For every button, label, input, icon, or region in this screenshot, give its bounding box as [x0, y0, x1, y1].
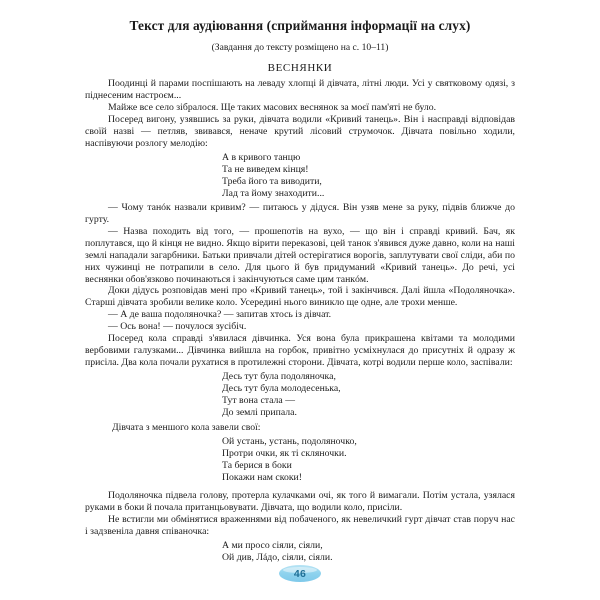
paragraph-4: — Чому танóк назвали кривим? — питаюсь у дідуся. Він узяв мене за руку, підвів ближче до гурту. — [85, 202, 515, 225]
page-number-footer — [0, 565, 600, 582]
verse-line: Тут вона стала — — [222, 394, 295, 406]
verse-line: Та не виведем кінця! — [222, 163, 309, 175]
section-title: ВЕСНЯНКИ — [267, 62, 333, 75]
page-number-badge — [279, 565, 321, 582]
page-subtitle: (Завдання до тексту розміщено на с. 10–11) — [211, 41, 389, 53]
verse-block-1 — [85, 152, 515, 200]
verse-line: До землі припала. — [222, 407, 297, 419]
lead-in-line: Дівчата з меншого кола завели свої: — [112, 422, 261, 434]
paragraph-1: Поодинці й парами поспішають на леваду хлопці й дівчата, літні люди. Усі у святковому одязі, з піднесеним настроєм... — [85, 78, 515, 102]
paragraph-11: Не встигли ми обмінятися враженнями від побаченого, як невеличкий гурт дівчат став поруч нас і задзвеніла давня співаночка: — [85, 514, 515, 538]
verse-line: Покажи нам скоки! — [222, 472, 303, 484]
paragraph-2: Майже все село зібралося. Ще таких масових веснянок за моєї пам'яті не було. — [108, 102, 437, 114]
verse-line: А ми просо сіяли, сіяли, — [222, 540, 323, 552]
paragraph-3: Посеред вигону, узявшись за руки, дівчата водили «Кривий танець». Він і насправді відповідав своїй назві — петляв, звивався, неначе крутий лісовий струмочок. Дівчата повільно ходили, наспівуючи розлогу мелодію: — [85, 113, 515, 149]
paragraph-8: — Ось вона! — почулося зусібіч. — [108, 321, 247, 333]
paragraph-7: — А де ваша подоляночка? — запитав хтось із дівчат. — [108, 309, 332, 321]
paragraph-5: — Назва походить від того, — прошепотів на вухо, — що він і справді кривий. Бач, як поплутався, що й кінця не видно. Якщо вірити переказові, цей танок з'явився дуже давно, коли на наші землі нападали загарбники. Батьки привчали дітей остерігатися ворогів, заплутувати свої сліди, аби по них чужинці не потрапили в село. Для цього й був придуманий «Кривий танець». До речі, усі веснянки обов'язково починаються і закінчуються саме цим танкóм. — [85, 225, 515, 285]
verse-block-2 — [85, 371, 515, 419]
verse-line: А в кривого танцю — [222, 151, 301, 163]
paragraph-9: Посеред кола справді з'явилася дівчинка. Уся вона була прикрашена квітами та молодими вербовими галузками... Дівчинка вийшла на горбок, привітно усміхнулася до присутніх й одразу ж присіла. Два кола почали рухатися в протилежні сторони. Дівчата, котрі водили перше коло, заспівали: — [85, 333, 515, 368]
page-number: 46 — [293, 567, 307, 580]
verse-line: Ой див, Лáдо, сіяли, сіяли. — [222, 552, 333, 564]
paragraph-6: Доки дідусь розповідав мені про «Кривий танець», той і закінчився. Далі йшла «Подоляночка». Старші дівчата зробили велике коло. Усередині нього виникло ще одне, але трохи менше. — [85, 285, 515, 309]
verse-line: Та берися в боки — [222, 460, 292, 472]
verse-line: Лад та йому знаходити... — [222, 187, 325, 199]
verse-line: Десь тут була подоляночка, — [222, 370, 336, 382]
verse-line: Треба його та виводити, — [222, 175, 322, 187]
page-title: Текст для аудіювання (сприймання інформації на слух) — [129, 18, 471, 33]
verse-block-4 — [85, 540, 515, 564]
paragraph-10: Подоляночка підвела голову, протерла кулачками очі, як того й вимагали. Потім устала, узялася руками в боки й почала пританцьовувати. Дівчата, що водили коло, присіли. — [85, 490, 515, 514]
verse-line: Десь тут була молодесенька, — [222, 382, 341, 394]
verse-line: Протри очки, як ті скляночки. — [222, 448, 347, 460]
verse-line: Ой устань, устань, подоляночко, — [222, 436, 357, 448]
verse-block-3 — [85, 436, 515, 484]
